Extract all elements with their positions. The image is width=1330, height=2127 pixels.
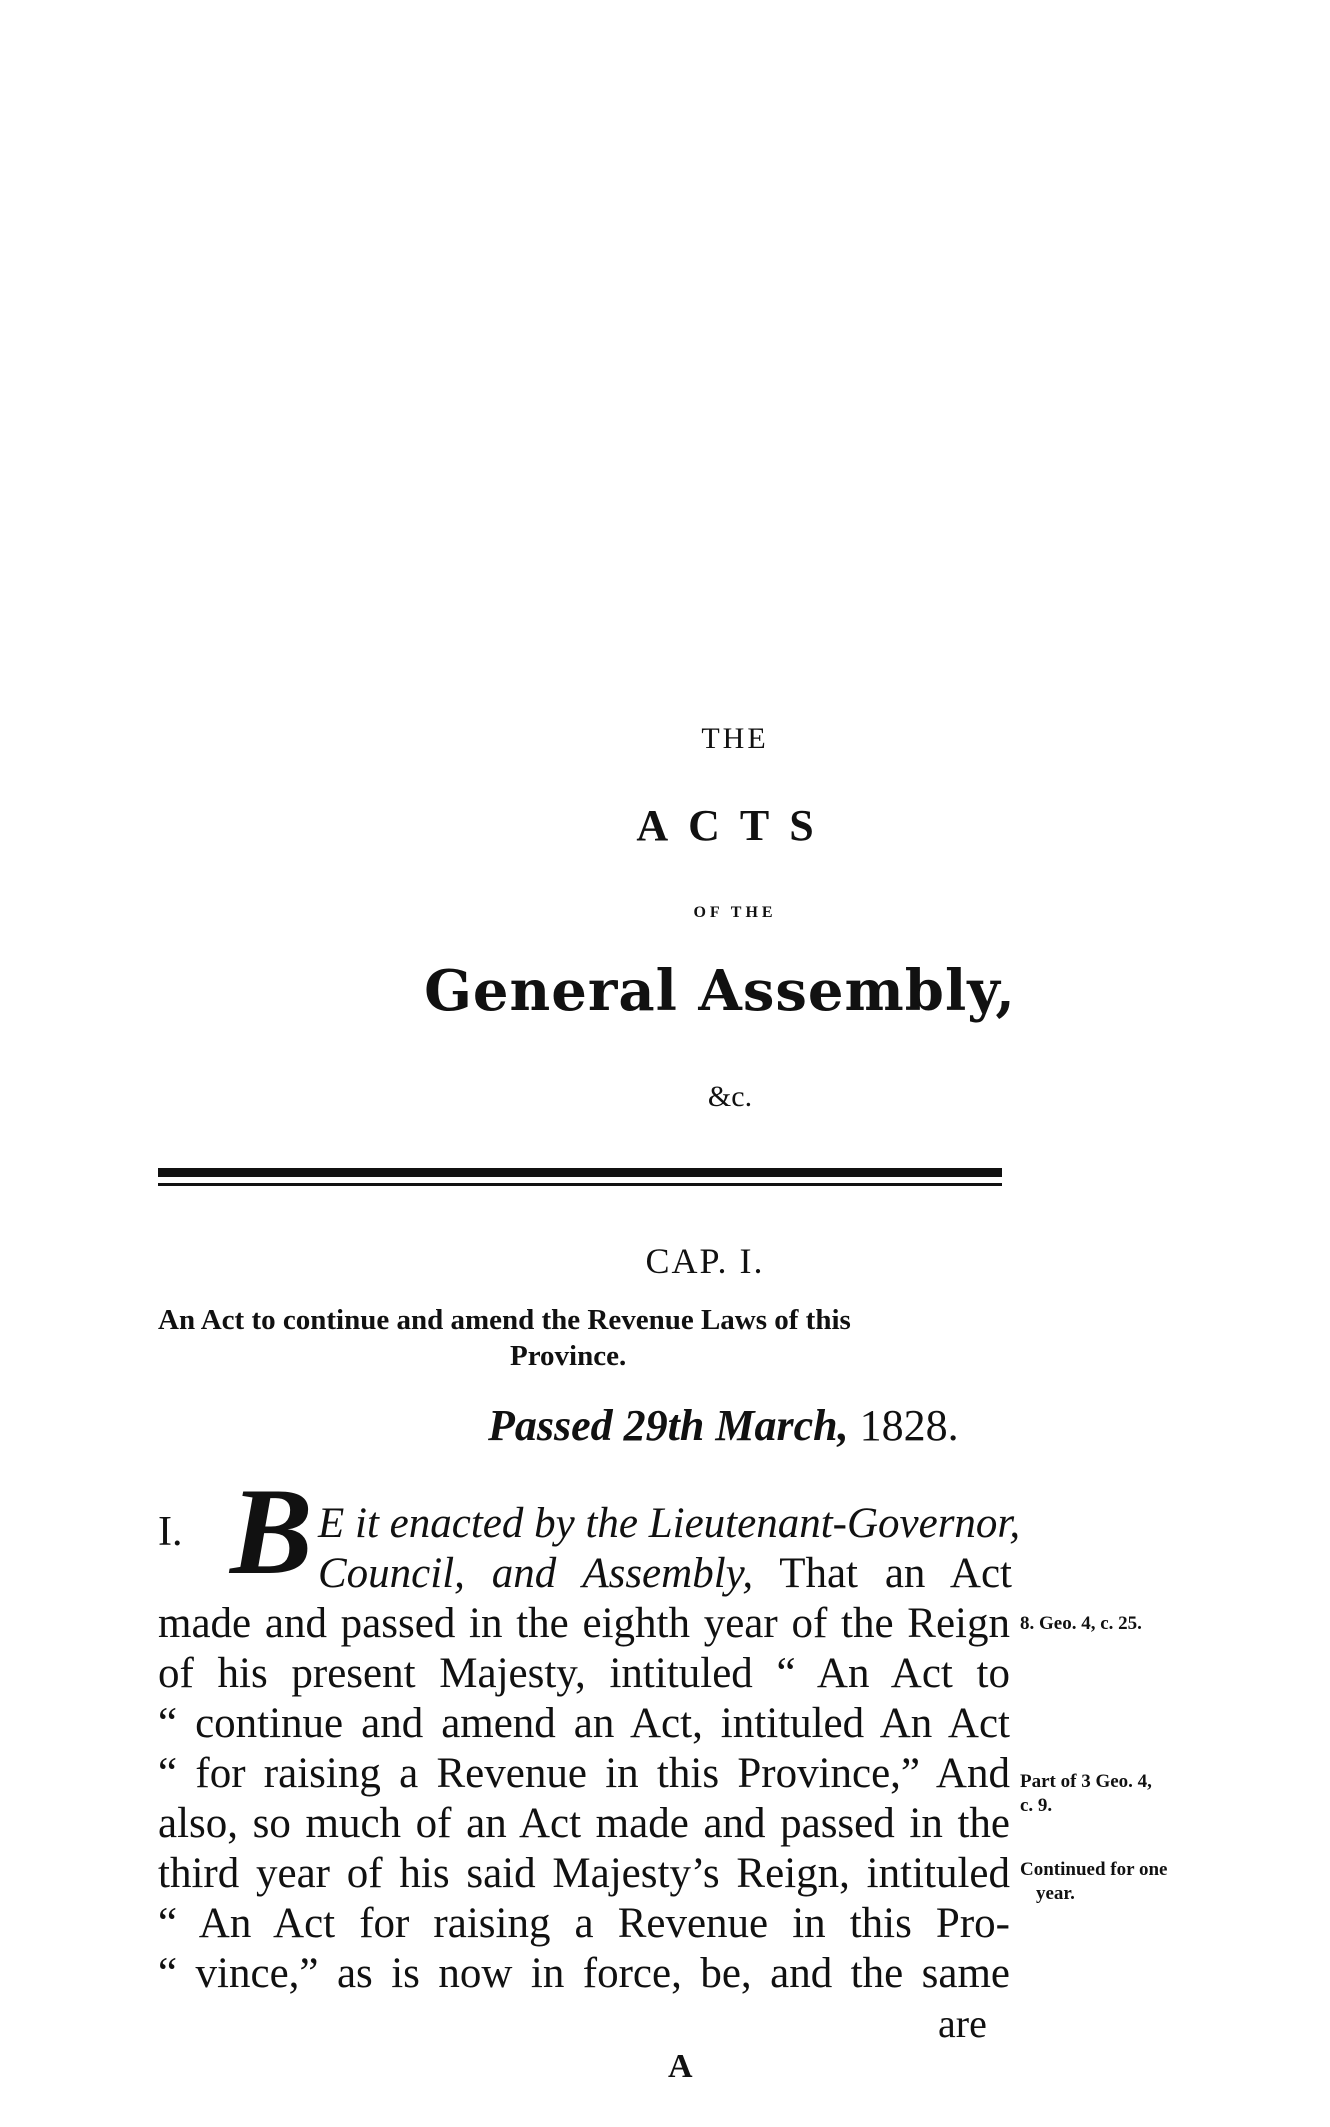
body-line-10: “ vince,” as is now in force, be, and the same <box>158 1950 1010 1997</box>
body-line-8: third year of his said Majesty’s Reign, intituled <box>158 1850 1010 1897</box>
title-general-assembly: General Assembly, <box>424 958 1016 1024</box>
passed-year: 1828. <box>859 1401 959 1450</box>
body-line-2 <box>318 1550 1012 1598</box>
drop-cap: B <box>230 1463 313 1600</box>
body-line-9: “ An Act for raising a Revenue in this Pro- <box>158 1900 1010 1947</box>
passed-date-text: Passed 29th March, <box>488 1401 849 1450</box>
body-line-2-rest: That an Act <box>779 1550 1012 1597</box>
body-line-1: E it enacted by the Lieutenant-Governor, <box>318 1500 1021 1547</box>
body-line-3: made and passed in the eighth year of the Reign <box>158 1600 1010 1647</box>
margin-note-part-line-1: Part of 3 Geo. 4, <box>1020 1771 1152 1792</box>
double-rule-thick <box>158 1168 1002 1177</box>
body-line-6: “ for raising a Revenue in this Province,” And <box>158 1750 1010 1797</box>
act-title <box>158 1302 1013 1374</box>
title-of-the: OF THE <box>693 904 777 921</box>
catchword: are <box>938 2001 987 2046</box>
signature-mark: A <box>668 2048 693 2085</box>
chapter-heading: CAP. I. <box>645 1241 765 1281</box>
body-line-5: “ continue and amend an Act, intituled An Act <box>158 1700 1010 1747</box>
act-title-line-2: Province. <box>510 1340 627 1372</box>
margin-note-geo4: 8. Geo. 4, c. 25. <box>1020 1613 1142 1634</box>
body-line-4: of his present Majesty, intituled “ An Act to <box>158 1650 1010 1697</box>
title-etc: &c. <box>707 1080 753 1113</box>
section-number: I. <box>158 1509 183 1555</box>
act-title-line-1: An Act to continue and amend the Revenue Laws of this <box>158 1304 851 1336</box>
title-the: THE <box>701 722 769 755</box>
title-acts: ACTS <box>636 801 834 850</box>
margin-note-continued <box>1020 1858 1167 1906</box>
margin-note-continued-line-2: year. <box>1036 1883 1075 1904</box>
body-line-7: also, so much of an Act made and passed in the <box>158 1800 1010 1847</box>
margin-note-part-line-2: c. 9. <box>1020 1795 1053 1816</box>
body-line-2-italic: Council, and Assembly, <box>318 1550 754 1597</box>
margin-note-continued-line-1: Continued for one <box>1020 1859 1168 1880</box>
double-rule-thin <box>158 1183 1002 1186</box>
margin-note-part-geo4 <box>1020 1770 1152 1818</box>
passed-date <box>488 1400 959 1451</box>
